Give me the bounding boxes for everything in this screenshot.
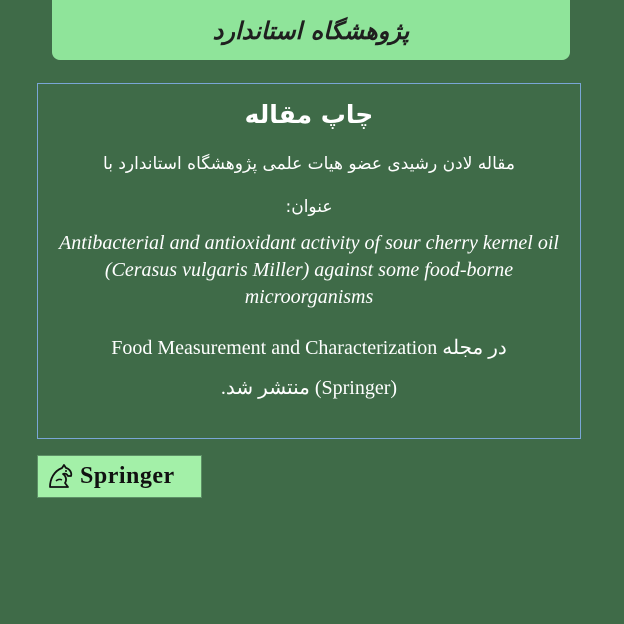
intro-text-continued: عنوان: xyxy=(285,197,333,217)
header-banner xyxy=(52,0,570,60)
announcement-box xyxy=(37,83,581,439)
springer-logo xyxy=(37,455,202,498)
intro-text: مقاله لادن رشیدی عضو هیات علمی پژوهشگاه استاندارد با xyxy=(103,154,515,174)
journal-text-continued: (Springer) منتشر شد. xyxy=(220,377,398,399)
institute-title: پژوهشگاه استاندارد xyxy=(212,15,410,45)
springer-horse-icon xyxy=(44,461,76,493)
springer-wordmark: Springer xyxy=(80,463,175,489)
journal-text: در مجله Food Measurement and Characterization xyxy=(111,337,507,359)
article-title: Antibacterial and antioxidant activity of sour cherry kernel oil (Cerasus vulgaris Miller) against some food-borne microorganisms xyxy=(59,232,559,308)
announcement-heading: چاپ مقاله xyxy=(244,100,374,129)
